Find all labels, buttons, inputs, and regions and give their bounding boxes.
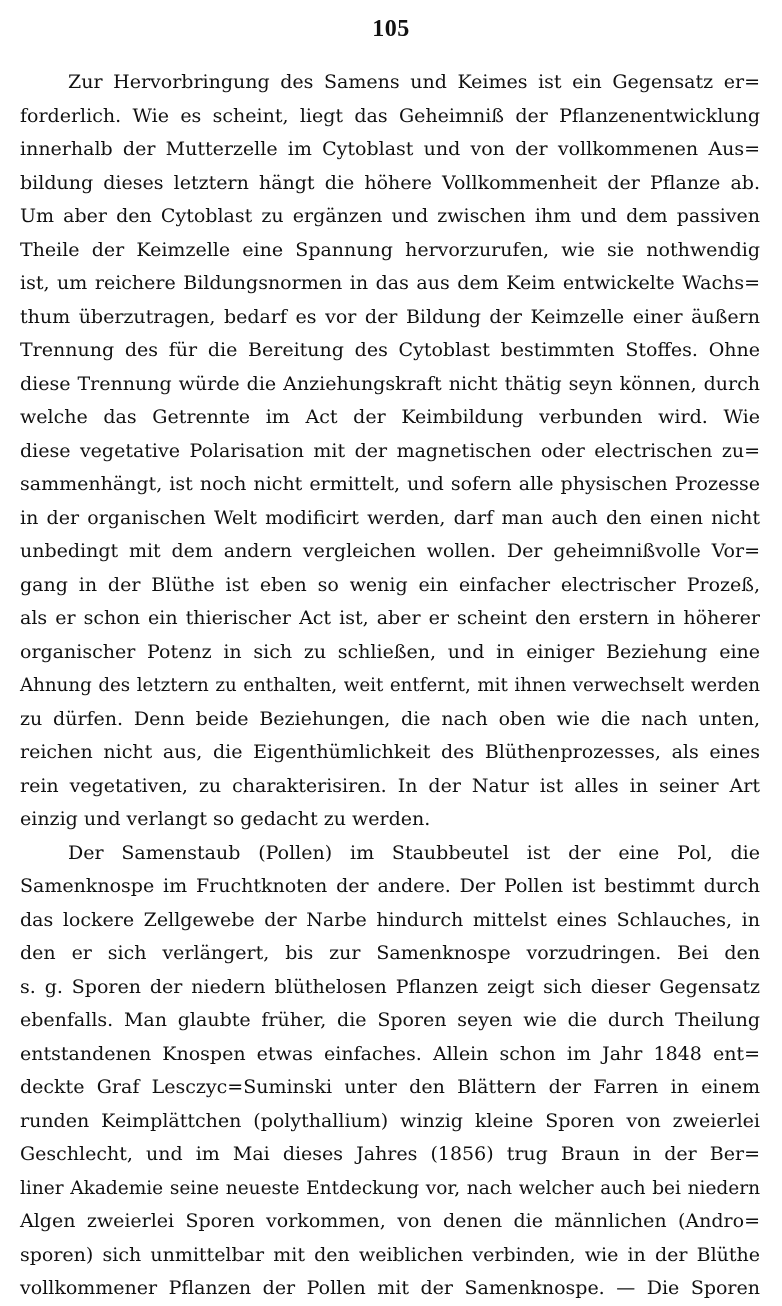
text-line: organischer Potenz in sich zu schließen, und in einiger Beziehung eine [20,640,760,663]
text-line: ebenfalls. Man glaubte früher, die Sporen seyen wie die durch Theilung [20,1009,760,1031]
text-line: reichen nicht aus, die Eigenthümlichkeit des Blüthenprozesses, als eines [20,741,760,763]
text-line: Algen zweierlei Sporen vorkommen, von denen die männlichen (Andro= [20,1210,760,1232]
text-line: diese vegetative Polarisation mit der magnetischen oder electrischen zu= [20,439,760,462]
text-line: sammenhängt, ist noch nicht ermittelt, und sofern alle physischen Prozesse [20,473,760,495]
text-line: Trennung des für die Bereitung des Cytoblast bestimmten Stoffes. Ohne [20,339,760,361]
text-line: in der organischen Welt modificirt werden, darf man auch den einen nicht [20,506,760,529]
text-line: sporen) sich unmittelbar mit den weiblichen verbinden, wie in der Blüthe [20,1243,760,1266]
text-line: den er sich verlängert, bis zur Samenknospe vorzudringen. Bei den [20,942,760,964]
text-line: Um aber den Cytoblast zu ergänzen und zwischen ihm und dem passiven [20,205,760,227]
text-line: rein vegetativen, zu charakterisiren. In der Natur ist alles in seiner Art [20,774,760,797]
text-line: liner Akademie seine neueste Entdeckung vor, nach welcher auch bei niedern [20,1177,760,1199]
text-line: unbedingt mit dem andern vergleichen wollen. Der geheimnißvolle Vor= [20,540,760,562]
text-line: einzig und verlangt so gedacht zu werden. [20,808,431,830]
text-line: entstandenen Knospen etwas einfaches. Allein schon im Jahr 1848 ent= [20,1042,760,1065]
text-line: vollkommener Pflanzen der Pollen mit der Samenknospe. — Die Sporen [20,1277,760,1299]
text-line: s. g. Sporen der niedern blüthelosen Pflanzen zeigt sich dieser Gegensatz [20,975,760,998]
text-line: innerhalb der Mutterzelle im Cytoblast und von der vollkommenen Aus= [20,138,760,160]
text-line: Ahnung des letztern zu enthalten, weit entfernt, mit ihnen verwechselt werden [20,675,760,696]
text-line: Samenknospe im Fruchtknoten der andere. Der Pollen ist bestimmt durch [20,875,760,897]
text-line: gang in der Blüthe ist eben so wenig ein einfacher electrischer Prozeß, [20,573,760,596]
page-number: 105 [372,16,410,42]
text-line: welche das Getrennte im Act der Keimbildung verbunden wird. Wie [20,406,760,428]
text-line: Theile der Keimzelle eine Spannung hervorzurufen, wie sie nothwendig [20,238,760,261]
text-line: forderlich. Wie es scheint, liegt das Geheimniß der Pflanzenentwicklung [20,104,760,127]
paragraph-2 [20,837,760,1306]
text-line: Zur Hervorbringung des Samens und Keimes ist ein Gegensatz er= [68,71,760,93]
text-line: diese Trennung würde die Anziehungskraft nicht thätig seyn können, durch [20,372,760,395]
text-line: thum überzutragen, bedarf es vor der Bildung der Keimzelle einer äußern [20,305,760,328]
text-line: zu dürfen. Denn beide Beziehungen, die nach oben wie die nach unten, [20,707,760,730]
body-text [20,66,760,1306]
text-line: das lockere Zellgewebe der Narbe hindurch mittelst eines Schlauches, in [20,908,760,931]
text-line: deckte Graf Lesczyc=Suminski unter den Blättern der Farren in einem [20,1076,760,1098]
text-line: Geschlecht, und im Mai dieses Jahres (1856) trug Braun in der Ber= [20,1143,760,1165]
text-line: bildung dieses letztern hängt die höhere Vollkommenheit der Pflanze ab. [20,171,760,194]
text-line: ist, um reichere Bildungsnormen in das aus dem Keim entwickelte Wachs= [20,272,760,294]
text-line: als er schon ein thierischer Act ist, aber er scheint den erstern in höherer [20,607,760,629]
text-line: Der Samenstaub (Pollen) im Staubbeutel ist der eine Pol, die [68,841,760,864]
paragraph-1 [20,66,760,837]
text-line: runden Keimplättchen (polythallium) winzig kleine Sporen von zweierlei [20,1109,760,1132]
